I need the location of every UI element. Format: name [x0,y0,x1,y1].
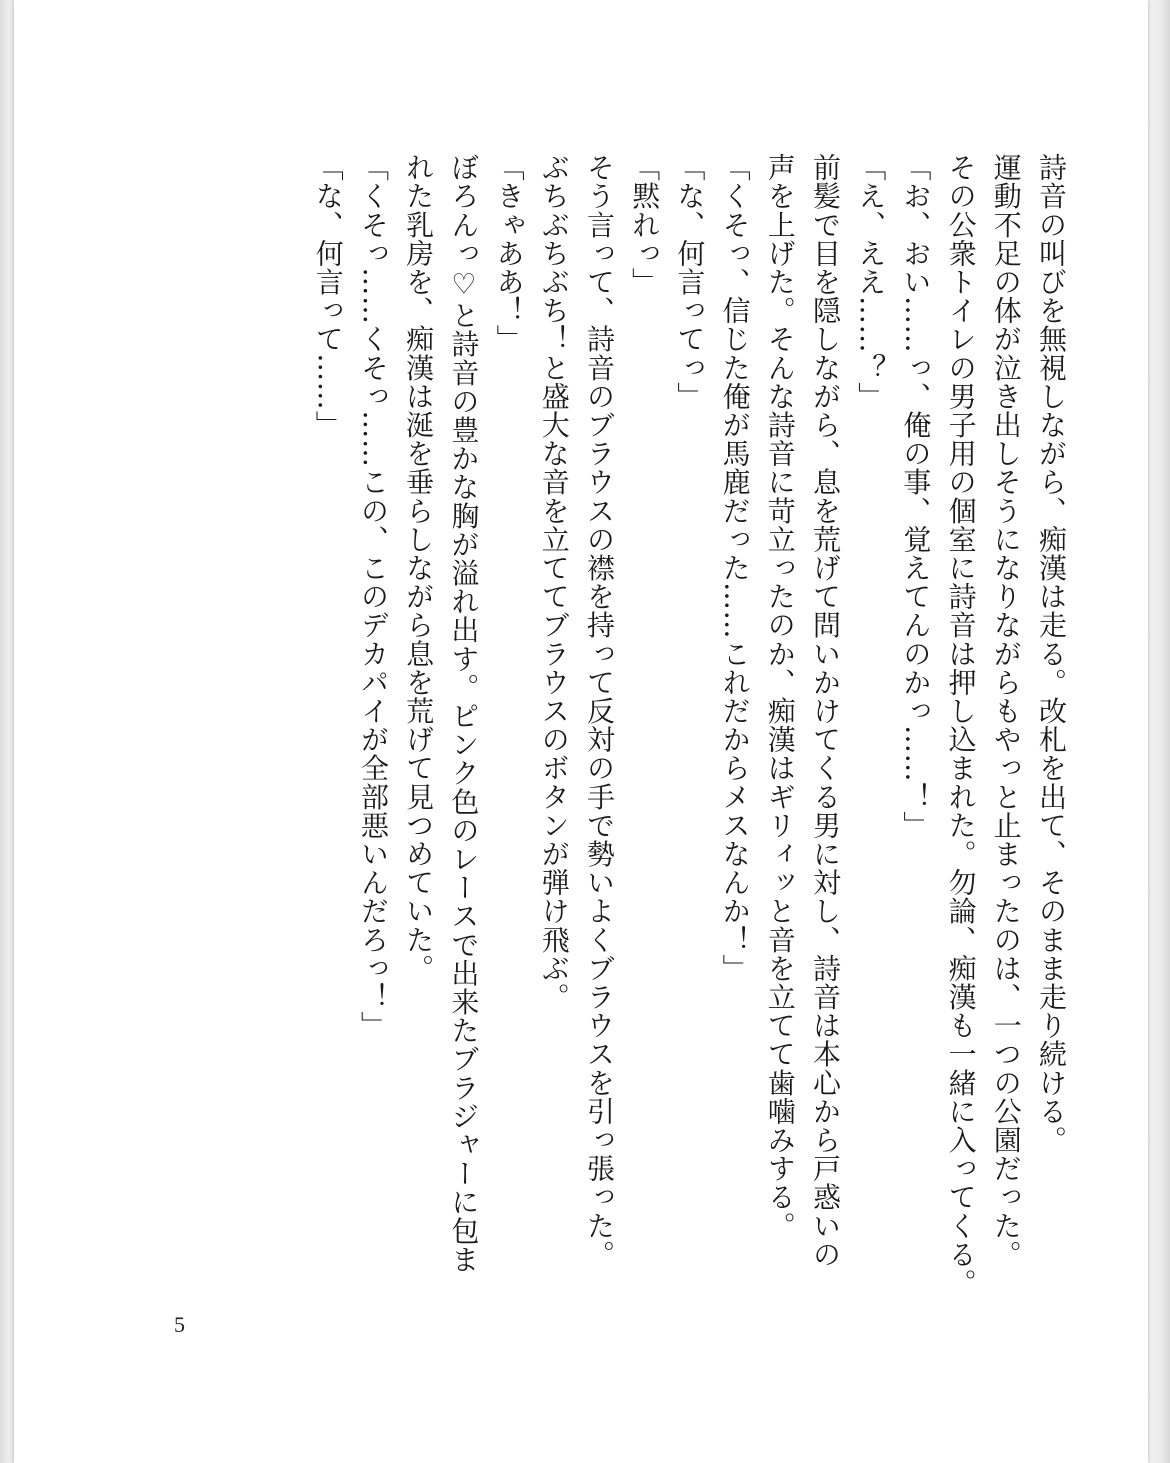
page-number: 5 [174,1312,185,1337]
book-page [14,0,1148,1463]
text-line: 詩音の叫びを無視しながら、痴漢は走る。改札を出て、そのまま走り続ける。 [1035,153,1068,1154]
text-line: その公衆トイレの男子用の個室に詩音は押し込まれた。勿論、痴漢も一緒に入ってくる。 [944,153,978,1297]
text-line: 「くそっ……くそっ……この、このデカパイが全部悪いんだろっ！」 [356,153,390,1040]
text-line: 「な、何言ってっ」 [673,153,707,411]
text-line: ぼろんっ♡と詩音の豊かな胸が溢れ出す。ピンク色のレースで出来たブラジャーに包ま [447,153,481,1274]
text-line: ぶちぶちぶち！と盛大な音を立ててブラウスのボタンが弾け飛ぶ。 [537,153,571,1011]
text-line: 「くそっ、信じた俺が馬鹿だった……これだからメスなんか！」 [718,153,752,983]
text-line: 「お、おい……っ、俺の事、覚えてんのかっ……！」 [899,153,933,840]
text-line: 運動不足の体が泣き出しそうになりながらもやっと止まったのは、一つの公園だった。 [989,153,1023,1269]
text-line: そう言って、詩音のブラウスの襟を持って反対の手で勢いよくブラウスを引っ張った。 [582,153,616,1269]
viewer-scroll-edge [1148,0,1170,1463]
text-line: 前髪で目を隠しながら、息を荒げて問いかけてくる男に対し、詩音は本心から戸惑いの [808,153,842,1269]
vertical-text-body [154,153,1074,1297]
text-line: 「な、何言って……」 [311,153,345,439]
text-line: 「え、ええ……？」 [854,153,888,411]
text-line: 「黙れっ」 [628,153,662,296]
text-line: 声を上げた。そんな詩音に苛立ったのか、痴漢はギリィッと音を立てて歯噛みする。 [763,153,797,1240]
text-line: 「きゃああ！」 [492,153,526,354]
text-line: れた乳房を、痴漢は涎を垂らしながら息を荒げて見つめていた。 [402,153,436,983]
